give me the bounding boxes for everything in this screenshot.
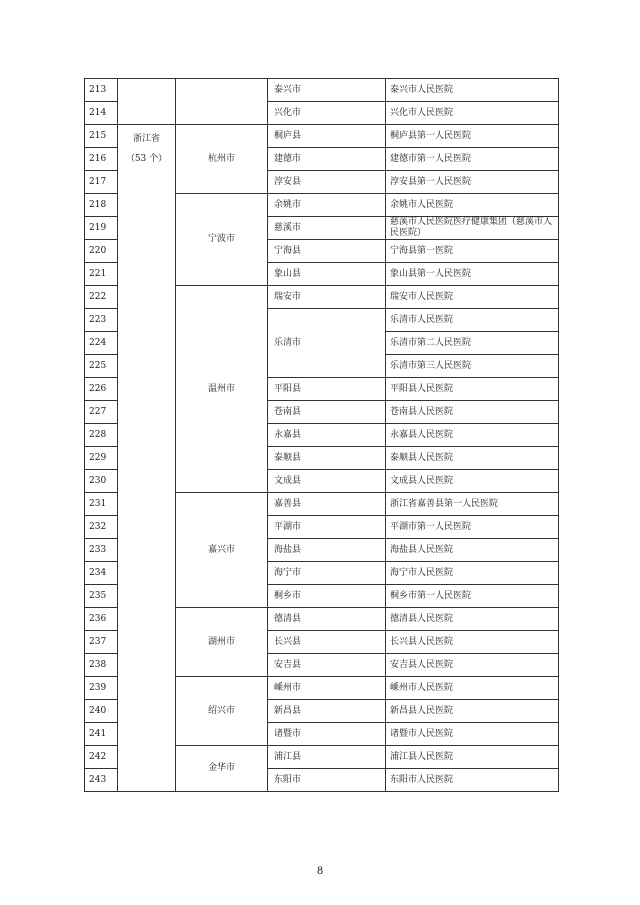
hospital-cell: 浙江省嘉善县第一人民医院 (386, 493, 559, 516)
hospital-cell: 乐清市第三人民医院 (386, 355, 559, 378)
table-row (85, 79, 559, 102)
row-number: 238 (85, 654, 118, 677)
county-cell: 平阳县 (268, 378, 386, 401)
table-row (85, 125, 559, 148)
hospital-cell: 永嘉县人民医院 (386, 424, 559, 447)
county-cell: 海宁市 (268, 562, 386, 585)
hospital-cell: 乐清市第二人民医院 (386, 332, 559, 355)
hospital-cell: 海宁市人民医院 (386, 562, 559, 585)
hospital-cell: 嵊州市人民医院 (386, 677, 559, 700)
row-number: 220 (85, 240, 118, 263)
county-cell: 泰兴市 (268, 79, 386, 102)
county-cell: 嵊州市 (268, 677, 386, 700)
county-cell: 余姚市 (268, 194, 386, 217)
row-number: 225 (85, 355, 118, 378)
county-cell: 平湖市 (268, 516, 386, 539)
city-cell: 绍兴市 (176, 677, 268, 746)
row-number: 230 (85, 470, 118, 493)
city-cell: 嘉兴市 (176, 493, 268, 608)
row-number: 228 (85, 424, 118, 447)
hospital-cell: 桐乡市第一人民医院 (386, 585, 559, 608)
row-number: 214 (85, 102, 118, 125)
hospital-cell: 宁海县第一医院 (386, 240, 559, 263)
row-number: 234 (85, 562, 118, 585)
county-cell: 新昌县 (268, 700, 386, 723)
hospital-cell: 新昌县人民医院 (386, 700, 559, 723)
city-cell: 宁波市 (176, 194, 268, 286)
county-cell: 东阳市 (268, 769, 386, 792)
hospital-cell: 平阳县人民医院 (386, 378, 559, 401)
hospital-cell: 余姚市人民医院 (386, 194, 559, 217)
row-number: 235 (85, 585, 118, 608)
page-number: 8 (316, 866, 324, 877)
hospital-cell: 泰顺县人民医院 (386, 447, 559, 470)
hospital-cell: 文成县人民医院 (386, 470, 559, 493)
county-cell: 文成县 (268, 470, 386, 493)
hospital-cell: 象山县第一人民医院 (386, 263, 559, 286)
county-cell: 淳安县 (268, 171, 386, 194)
row-number: 241 (85, 723, 118, 746)
hospital-cell: 诸暨市人民医院 (386, 723, 559, 746)
row-number: 221 (85, 263, 118, 286)
hospital-cell: 长兴县人民医院 (386, 631, 559, 654)
province-cell (118, 125, 176, 792)
hospital-cell: 乐清市人民医院 (386, 309, 559, 332)
county-cell: 桐乡市 (268, 585, 386, 608)
county-cell: 永嘉县 (268, 424, 386, 447)
hospital-cell: 德清县人民医院 (386, 608, 559, 631)
row-number: 242 (85, 746, 118, 769)
row-number: 218 (85, 194, 118, 217)
city-cell: 温州市 (176, 286, 268, 493)
county-cell: 嘉善县 (268, 493, 386, 516)
hospital-cell: 瑞安市人民医院 (386, 286, 559, 309)
city-cell (176, 79, 268, 125)
county-cell: 诸暨市 (268, 723, 386, 746)
row-number: 229 (85, 447, 118, 470)
county-cell: 桐庐县 (268, 125, 386, 148)
city-cell: 金华市 (176, 746, 268, 792)
row-number: 231 (85, 493, 118, 516)
hospital-cell: 东阳市人民医院 (386, 769, 559, 792)
hospital-cell: 慈溪市人民医院医疗健康集团（慈溪市人民医院） (386, 217, 559, 240)
row-number: 226 (85, 378, 118, 401)
county-cell: 兴化市 (268, 102, 386, 125)
row-number: 236 (85, 608, 118, 631)
county-cell: 安吉县 (268, 654, 386, 677)
hospital-cell: 安吉县人民医院 (386, 654, 559, 677)
province-cell-blank (118, 79, 176, 125)
county-cell: 象山县 (268, 263, 386, 286)
row-number: 239 (85, 677, 118, 700)
county-cell: 建德市 (268, 148, 386, 171)
county-cell: 长兴县 (268, 631, 386, 654)
row-number: 222 (85, 286, 118, 309)
county-cell: 瑞安市 (268, 286, 386, 309)
hospital-cell: 平湖市第一人民医院 (386, 516, 559, 539)
county-cell: 德清县 (268, 608, 386, 631)
county-cell: 乐清市 (268, 309, 386, 378)
row-number: 237 (85, 631, 118, 654)
hospital-cell: 海盐县人民医院 (386, 539, 559, 562)
row-number: 216 (85, 148, 118, 171)
city-cell: 杭州市 (176, 125, 268, 194)
county-cell: 浦江县 (268, 746, 386, 769)
row-number: 243 (85, 769, 118, 792)
row-number: 217 (85, 171, 118, 194)
row-number: 215 (85, 125, 118, 148)
row-number: 233 (85, 539, 118, 562)
row-number: 223 (85, 309, 118, 332)
hospital-cell: 建德市第一人民医院 (386, 148, 559, 171)
county-cell: 泰顺县 (268, 447, 386, 470)
row-number: 227 (85, 401, 118, 424)
row-number: 219 (85, 217, 118, 240)
hospital-cell: 桐庐县第一人民医院 (386, 125, 559, 148)
hospital-cell: 淳安县第一人民医院 (386, 171, 559, 194)
hospital-table (84, 78, 559, 792)
county-cell: 宁海县 (268, 240, 386, 263)
row-number: 232 (85, 516, 118, 539)
hospital-cell: 浦江县人民医院 (386, 746, 559, 769)
city-cell: 湖州市 (176, 608, 268, 677)
row-number: 240 (85, 700, 118, 723)
hospital-cell: 泰兴市人民医院 (386, 79, 559, 102)
county-cell: 苍南县 (268, 401, 386, 424)
county-cell: 慈溪市 (268, 217, 386, 240)
hospital-cell: 兴化市人民医院 (386, 102, 559, 125)
province-count: （53 个） (125, 154, 168, 164)
county-cell: 海盐县 (268, 539, 386, 562)
province-name: 浙江省 (132, 134, 160, 144)
row-number: 224 (85, 332, 118, 355)
hospital-cell: 苍南县人民医院 (386, 401, 559, 424)
row-number: 213 (85, 79, 118, 102)
